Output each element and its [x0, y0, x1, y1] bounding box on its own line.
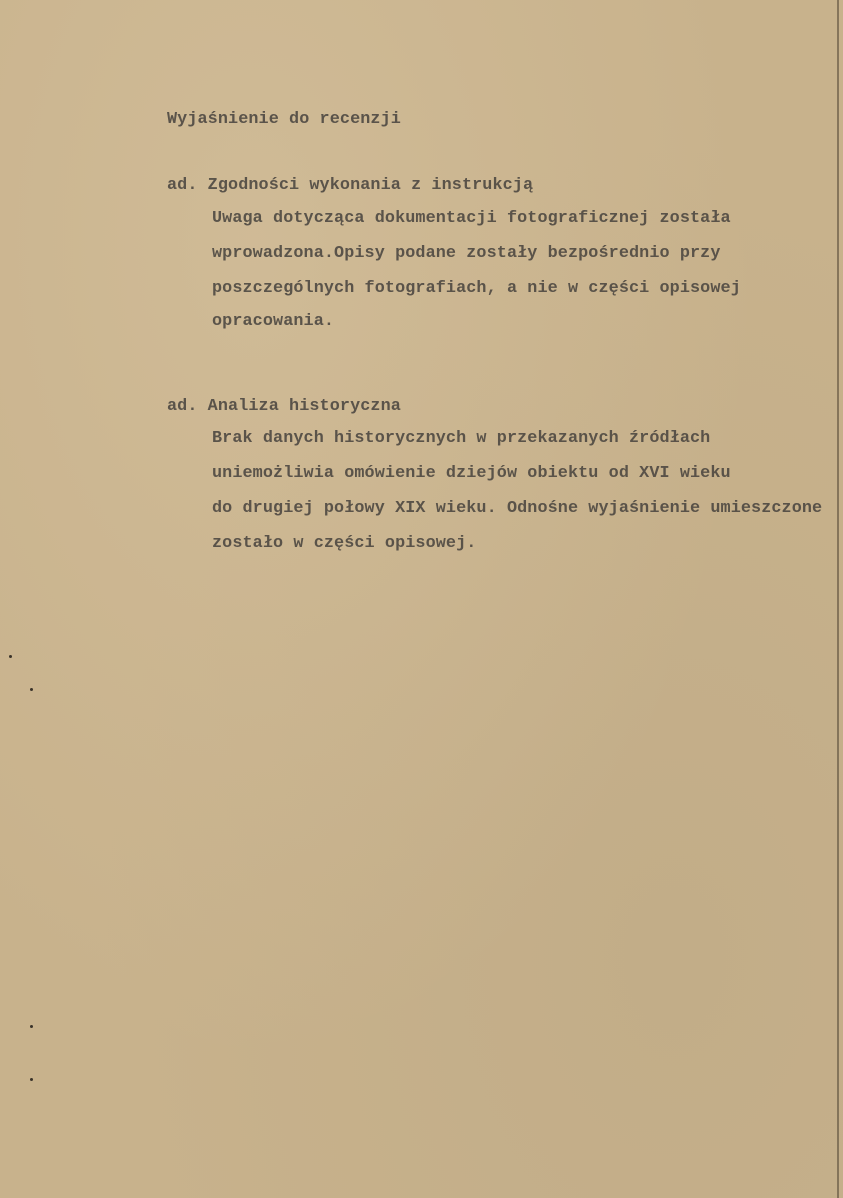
paragraph-line: uniemożliwia omówienie dziejów obiektu od XVI wieku: [212, 464, 731, 483]
paragraph-line: opracowania.: [212, 312, 335, 331]
punch-mark: [9, 655, 12, 658]
paragraph-line: Uwaga dotycząca dokumentacji fotograficznej została: [212, 209, 731, 228]
punch-mark: [30, 1078, 33, 1081]
section-heading: ad. Analiza historyczna: [167, 397, 401, 416]
paragraph-line: zostało w części opisowej.: [212, 534, 477, 553]
paragraph-line: wprowadzona.Opisy podane zostały bezpośrednio przy: [212, 244, 721, 263]
punch-mark: [30, 688, 33, 691]
punch-mark: [30, 1025, 33, 1028]
document-title: Wyjaśnienie do recenzji: [167, 110, 401, 129]
section-heading: ad. Zgodności wykonania z instrukcją: [167, 176, 534, 195]
paragraph-line: Brak danych historycznych w przekazanych źródłach: [212, 429, 711, 448]
paper-edge: [837, 0, 839, 1198]
paragraph-line: poszczególnych fotografiach, a nie w części opisowej: [212, 279, 741, 298]
paragraph-line: do drugiej połowy XIX wieku. Odnośne wyjaśnienie umieszczone: [212, 499, 823, 518]
